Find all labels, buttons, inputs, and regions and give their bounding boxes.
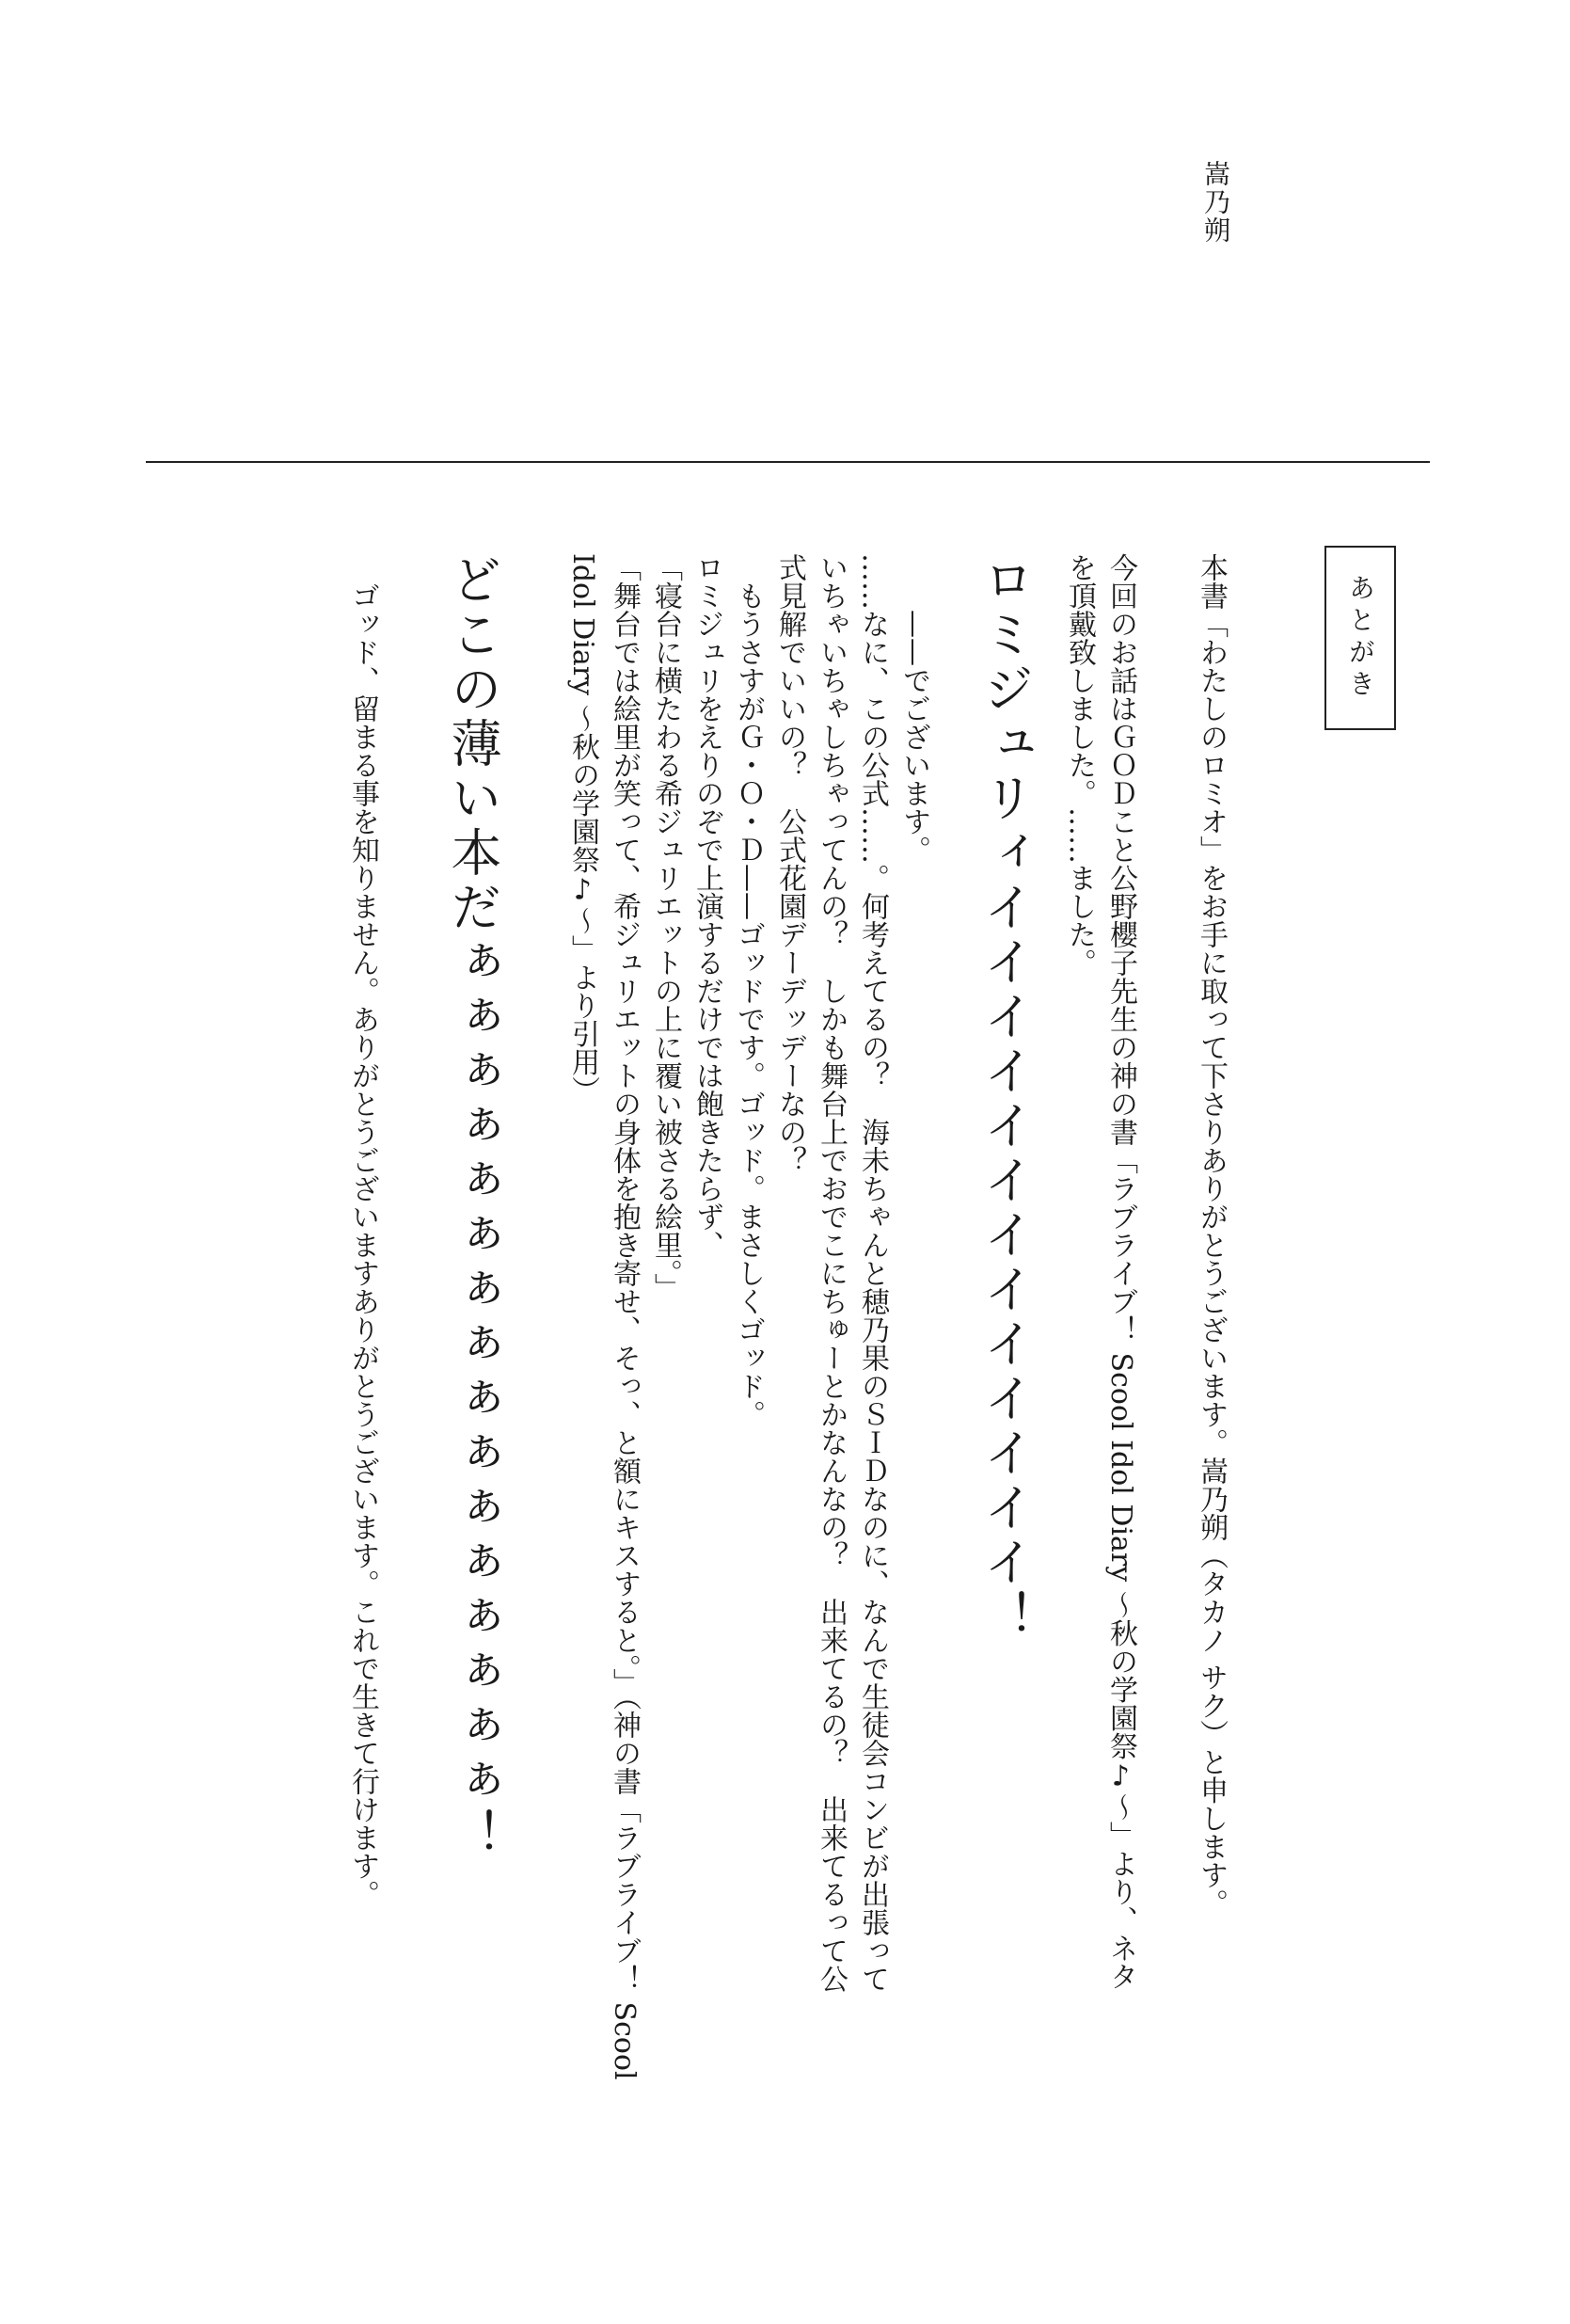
body-line: ……なに、この公式……。何考えてるの？ 海未ちゃんと穂乃果のＳＩＤなのに、なんで生徒会コンビが出張って [856,553,889,1993]
section-heading-box [1324,546,1396,730]
body-line: ロミジュリをえりのぞで上演するだけでは飽きたらず、 [690,553,723,1259]
exclamation-line: ロミジュリィイイイイイイイイイイイイイ！ [975,553,1035,1645]
afterword-body [341,553,1231,2284]
quote-line: Idol Diary ～秋の学園祭♪～」より引用） [566,553,599,1105]
author-name: 嵩乃朔 [1200,160,1231,245]
body-line: 今回のお話はＧＯＤこと公野櫻子先生の神の書「ラブライブ！ Scool Idol Diary ～秋の学園祭♪～」より、ネタ [1104,553,1137,1991]
body-line: いちゃいちゃしちゃってんの？ しかも舞台上でおでこにちゅーとかなんなの？ 出来てるの？ 出来てるって公 [815,553,848,1993]
body-line: 本書「わたしのロミオ」をお手に取って下さりありがとうございます。嵩乃朔（タカノ サク）と申します。 [1195,553,1228,1918]
body-line: 式見解でいいの？ 公式花園デーデッデーなの？ [773,553,806,1174]
section-heading: あとがき [1345,574,1376,702]
body-line: ——でございます。 [897,610,930,864]
exclamation-line: どこの薄い本だぁぁぁぁぁぁぁぁぁぁぁぁぁぁぁぁ！ [443,553,502,1863]
body-line: もうさすがＧ・Ｏ・Ｄ——ゴッドです。ゴッド。まさしくゴッド。 [732,581,765,1428]
quote-line: 「舞台では絵里が笑って、希ジュリエットの身体を抱き寄せ、そっ、と額にキスすると。」（神の書「ラブライブ！ Scool [608,553,641,2080]
quote-line: 「寝台に横たわる希ジュリエットの上に覆い被さる絵里。」 [649,553,682,1301]
paragraph-gap [1141,553,1190,2284]
body-line: ゴッド、留まる事を知りません。ありがとうございますありがとうございます。これで生きて行けます。 [346,581,379,1908]
body-line: を頂戴致しました。……ました。 [1063,553,1096,977]
horizontal-divider [146,461,1430,463]
